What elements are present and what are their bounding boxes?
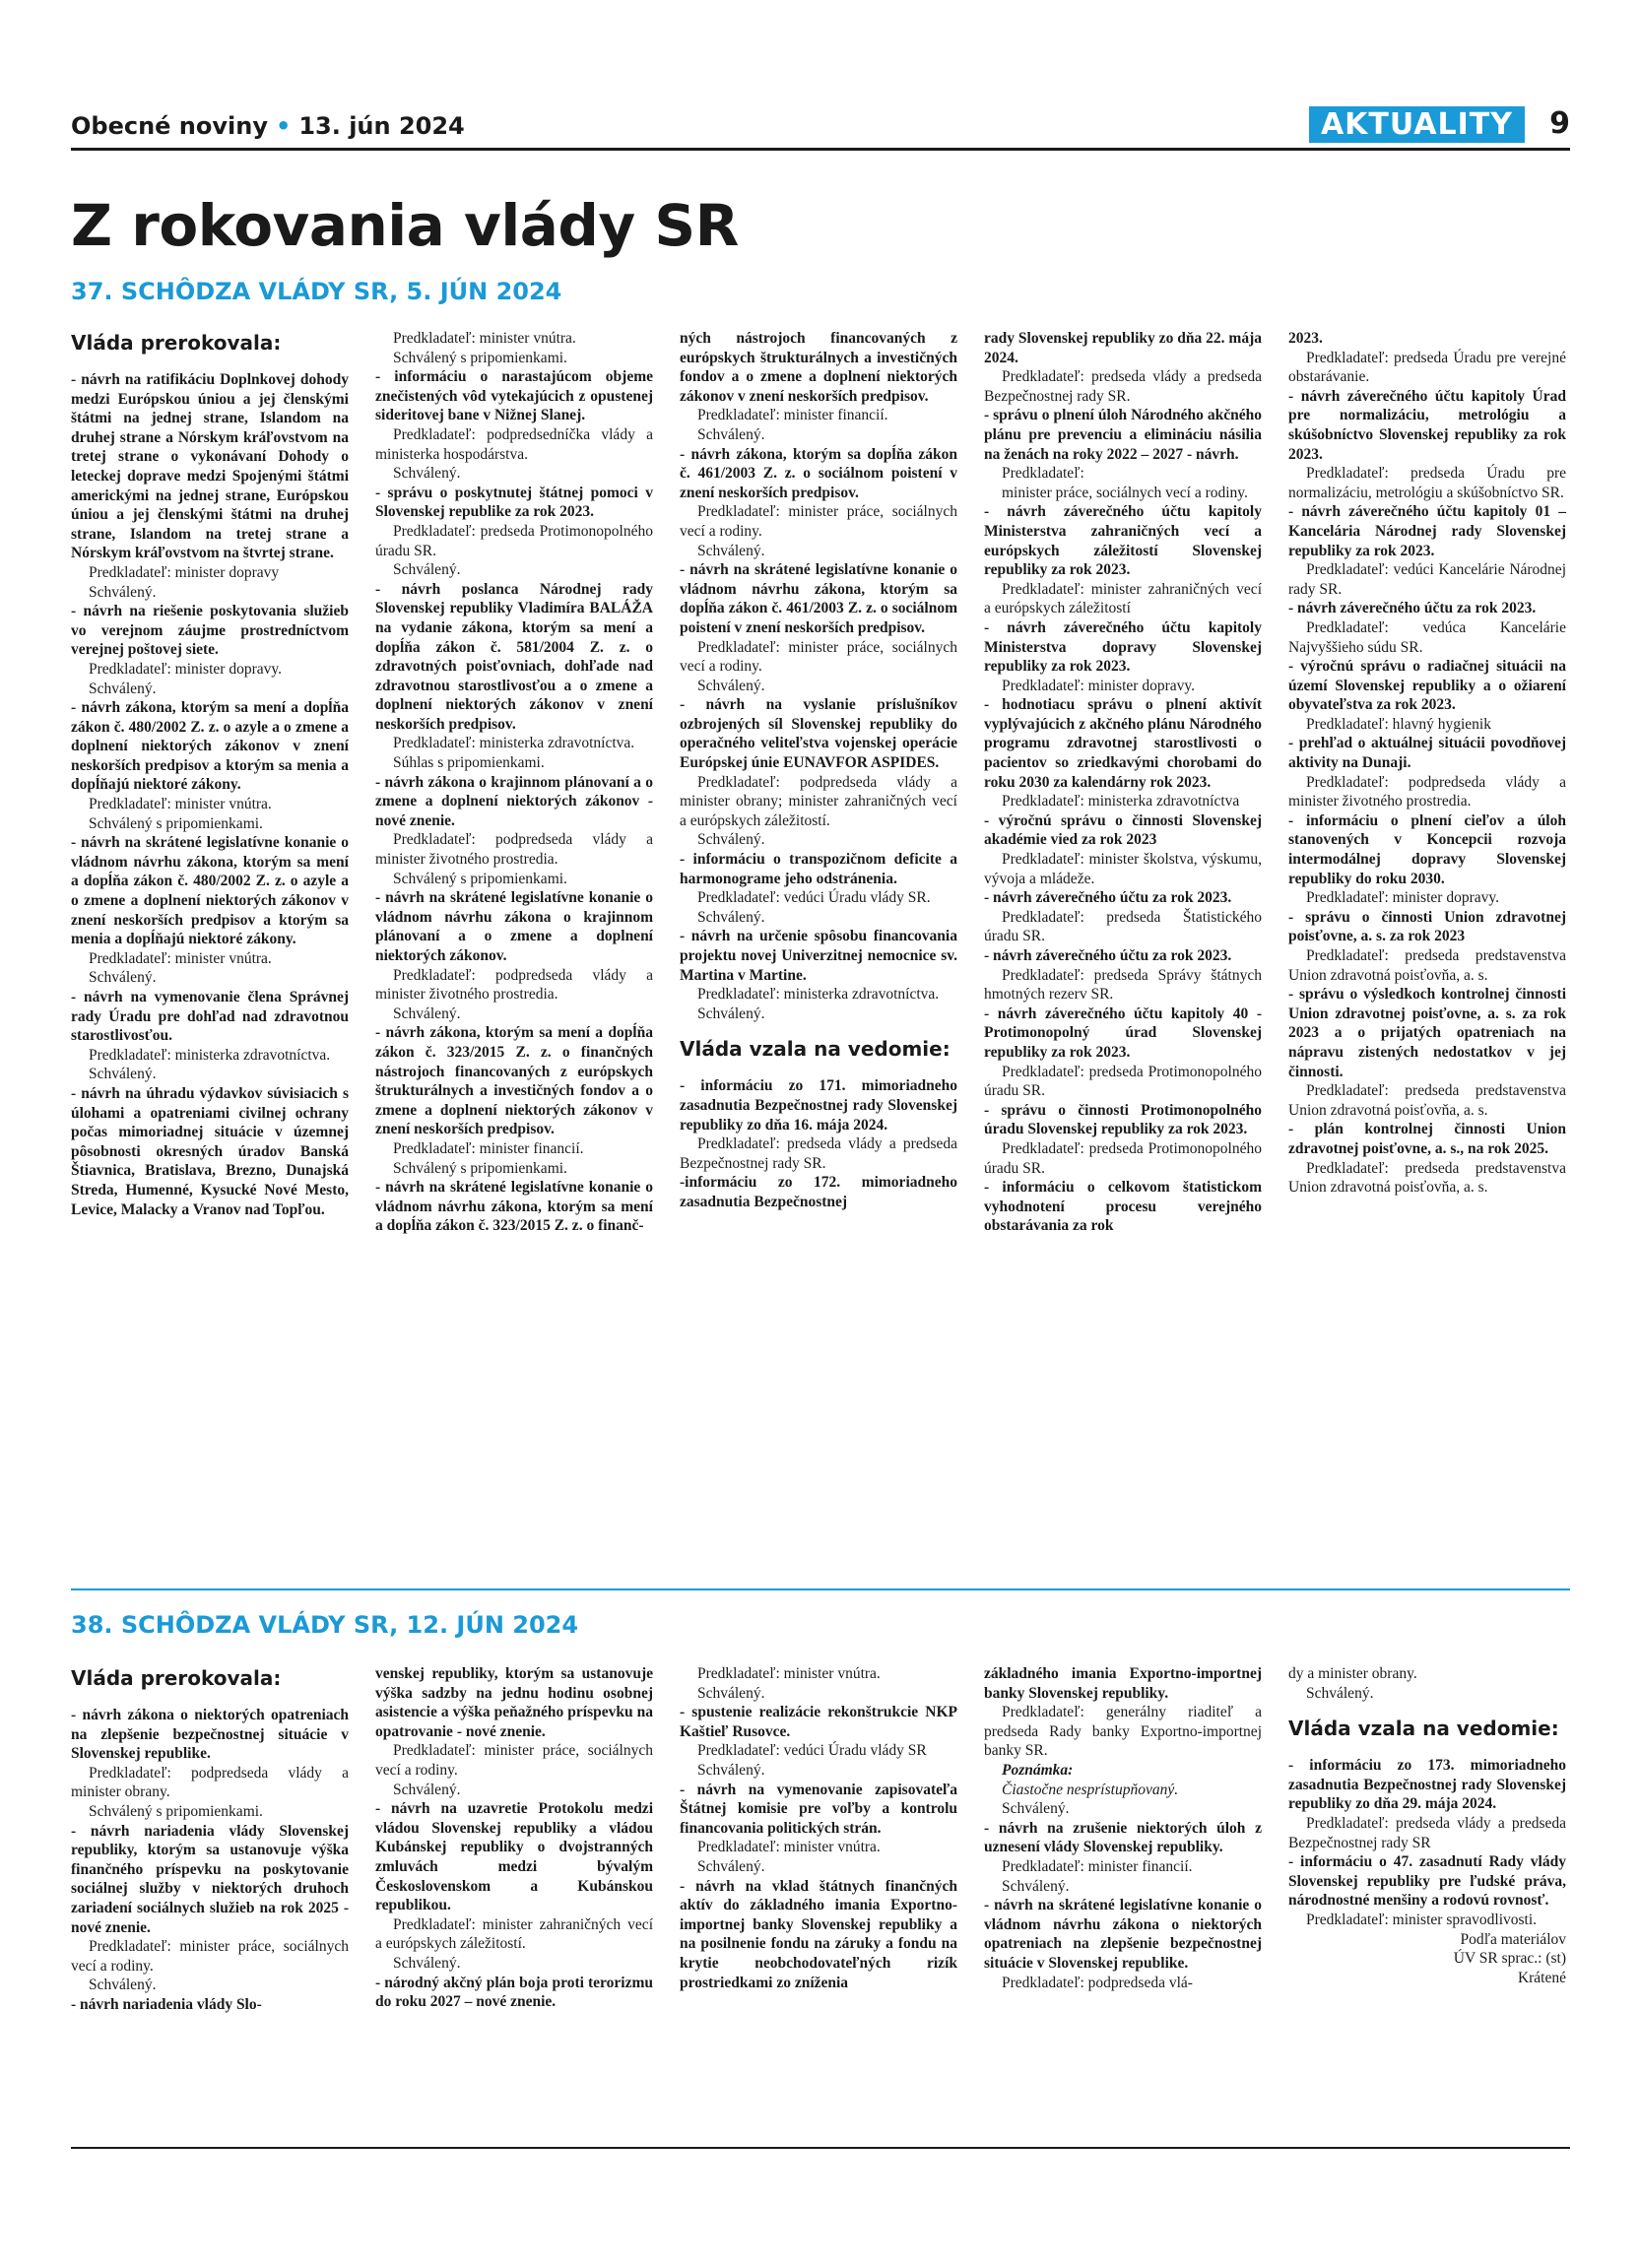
agenda-note: Predkladateľ: generálny riaditeľ a predseda Rady banky Exportno-importnej banky SR. — [984, 1704, 1262, 1760]
meeting-38-column-4 — [984, 1664, 1262, 1992]
agenda-note: Schválený. — [89, 680, 157, 697]
agenda-item: - plán kontrolnej činnosti Union zdravotnej poisťovne, a. s., na rok 2025. — [1288, 1121, 1566, 1157]
agenda-note: Predkladateľ: minister spravodlivosti. — [1306, 1911, 1538, 1928]
agenda-item: - návrh na vklad štátnych finančných aktív do základného imania Exportno-importnej banky Slovenskej republiky a na posilnenie fondu na záruky a fondu na krytie neobchodovateľných rizík prostriedkami zo zníženia — [680, 1877, 957, 1991]
agenda-item: - návrh záverečného účtu za rok 2023. — [984, 889, 1232, 907]
meeting-37-column-3 — [680, 329, 957, 1212]
agenda-note: Schválený. — [89, 969, 157, 987]
agenda-item: - návrh na uzavretie Protokolu medzi vládou Slovenskej republiky a vládou Kubánskej republiky o dvojstranných zmluvách medzi bývalým Československom a Kubánskou republikou. — [375, 1800, 653, 1914]
section-tag: AKTUALITY — [1309, 106, 1525, 143]
agenda-note: Schválený s pripomienkami. — [393, 1159, 567, 1177]
agenda-note: Predkladateľ: minister vnútra. — [697, 1839, 881, 1856]
meeting-37-column-5 — [1288, 329, 1566, 1198]
agenda-note: Predkladateľ: predseda Správy štátnych hmotných rezerv SR. — [984, 966, 1262, 1004]
agenda-item: - národný akčný plán boja proti terorizmu do roku 2027 – nové znenie. — [375, 1974, 653, 2011]
agenda-item: - návrh záverečného účtu kapitoly Ministerstva dopravy Slovenskej republiky za rok 2023. — [984, 618, 1262, 676]
agenda-note: Schválený. — [697, 425, 765, 443]
agenda-note: Predkladateľ: minister práce, sociálnych vecí a rodiny. — [375, 1742, 653, 1779]
agenda-note: Predkladateľ: minister zahraničných vecí a európskych záležitostí. — [375, 1915, 653, 1953]
agenda-item: - návrh na skrátené legislatívne konanie o vládnom návrhu zákona, ktorým sa mení a dopĺňa zákon č. 480/2002 Z. z. o azyle a o zmene a doplnení niektorých zákonov v znení neskorších predpisov a ktorým sa menia a dopĺňajú niektoré zákony. — [71, 834, 349, 948]
agenda-item: - správu o výsledkoch kontrolnej činnosti Union zdravotnej poisťovne, a. s. za rok 2023 a o prijatých opatreniach na nápravu zistených nedostatkov v jej činnosti. — [1288, 986, 1566, 1080]
agenda-item: - návrh záverečného účtu kapitoly Ministerstva zahraničných vecí a európskych záležitostí Slovenskej republiky za rok 2023. — [984, 503, 1262, 579]
agenda-item: - informáciu zo 173. mimoriadneho zasadnutia Bezpečnostnej rady Slovenskej republiky zo dňa 29. mája 2024. — [1288, 1757, 1566, 1813]
agenda-note: Schválený. — [89, 1976, 157, 1994]
agenda-note: Predkladateľ: predseda vlády a predseda Bezpečnostnej rady SR. — [984, 368, 1262, 405]
agenda-item: 2023. — [1288, 330, 1323, 347]
meeting-38-column-3 — [680, 1664, 957, 1992]
article-headline: Z rokovania vlády SR — [71, 192, 739, 259]
agenda-note: Predkladateľ: minister vnútra. — [89, 949, 272, 967]
agenda-note: Predkladateľ: ministerka zdravotníctva — [1002, 793, 1240, 810]
agenda-note: Predkladateľ: predseda Úradu pre verejné obstarávanie. — [1288, 349, 1566, 386]
lead-heading: Vláda vzala na vedomie: — [1288, 1717, 1559, 1741]
agenda-item: - návrh zákona o niektorých opatreniach na zlepšenie bezpečnostnej situácie v Slovenskej republike. — [71, 1707, 349, 1763]
agenda-item: - spustenie realizácie rekonštrukcie NKP Kaštieľ Rusovce. — [680, 1704, 957, 1740]
agenda-note: Predkladateľ: predseda vlády a predseda Bezpečnostnej rady SR. — [680, 1135, 957, 1172]
agenda-item: - návrh nariadenia vlády Slovenskej republiky, ktorým sa ustanovuje výška finančného príspevku na poskytovanie sociálnej služby v niektorých druhoch zariadení sociálnych služieb na rok 2025 - nové znenie. — [71, 1822, 349, 1936]
page-number: 9 — [1549, 106, 1570, 141]
agenda-note: Schválený. — [697, 1761, 765, 1779]
agenda-note: Predkladateľ: vedúci Úradu vlády SR. — [697, 889, 931, 907]
agenda-item: - návrh na skrátené legislatívne konanie o vládnom návrhu zákona o krajinnom plánovaní a o zmene a doplnení niektorých zákonov. — [375, 889, 653, 964]
agenda-note: Schválený. — [697, 1857, 765, 1875]
agenda-note: Predkladateľ: podpredseda vlády a minister obrany; minister zahraničných vecí a európskych záležitostí. — [680, 773, 957, 829]
agenda-item: - návrh nariadenia vlády Slo- — [71, 1995, 262, 2013]
meeting-37-column-2 — [375, 329, 653, 1236]
agenda-item: - návrh zákona, ktorým sa mení a dopĺňa zákon č. 480/2002 Z. z. o azyle a o zmene a doplnení niektorých zákonov v znení neskorších predpisov a ktorým sa menia a dopĺňajú niektoré zákony. — [71, 699, 349, 794]
source-credit: ÚV SR sprac.: (st) — [1453, 1950, 1566, 1968]
agenda-item: - návrh na skrátené legislatívne konanie o vládnom návrhu zákona, ktorým sa mení a dopĺňa zákon č. 323/2015 Z. z. o finanč- — [375, 1179, 653, 1235]
agenda-note: Predkladateľ: predseda Protimonopolného úradu SR. — [984, 1063, 1262, 1100]
agenda-item: - návrh záverečného účtu za rok 2023. — [1288, 600, 1537, 617]
agenda-note: Predkladateľ: predseda predstavenstva Union zdravotná poisťovňa, a. s. — [1288, 1159, 1566, 1197]
agenda-note: minister práce, sociálnych vecí a rodiny. — [1002, 484, 1248, 501]
publication-name: Obecné noviny — [71, 112, 268, 140]
agenda-item: - informáciu o transpozičnom deficite a harmonograme jeho odstránenia. — [680, 851, 957, 887]
agenda-note: Predkladateľ: minister vnútra. — [697, 1665, 881, 1682]
agenda-item: - informáciu o celkovom štatistickom vyhodnotení procesu verejného obstarávania za rok — [984, 1179, 1262, 1235]
agenda-item: - návrh na skrátené legislatívne konanie o vládnom návrhu zákona o niektorých opatreniach na zlepšenie bezpečnostnej situácie v Slovenskej republike. — [984, 1897, 1262, 1972]
agenda-note: Schválený. — [1306, 1684, 1374, 1702]
agenda-item: - návrh zákona o krajinnom plánovaní a o zmene a doplnení niektorých zákonov - nové znenie. — [375, 773, 653, 829]
agenda-note: Predkladateľ: minister dopravy — [89, 563, 280, 581]
section-divider — [71, 1588, 1570, 1590]
agenda-note: Schválený. — [393, 561, 461, 579]
agenda-note: Predkladateľ: minister zahraničných vecí a európskych záležitostí — [984, 580, 1262, 617]
agenda-item: - návrh na úhradu výdavkov súvisiacich s úlohami a opatreniami civilnej ochrany počas mimoriadnej situácie v územnej pôsobnosti okresných úradov Banská Štiavnica, Bratislava, Brezno, Dunajská Streda, Humenné, Kysucké Nové Mesto, Levice, Malacky a Vranov nad Topľou. — [71, 1084, 349, 1218]
agenda-note: Predkladateľ: predseda Protimonopolného úradu SR. — [375, 522, 653, 559]
agenda-item: - informáciu o 47. zasadnutí Rady vlády Slovenskej republiky pre ľudské práva, národnostné menšiny a rodovú rovnosť. — [1288, 1853, 1566, 1910]
agenda-item: - prehľad o aktuálnej situácii povodňovej aktivity na Dunaji. — [1288, 735, 1566, 772]
agenda-note: Predkladateľ: minister financií. — [393, 1139, 584, 1157]
separator-dot: • — [275, 112, 292, 140]
agenda-item: - správu o poskytnutej štátnej pomoci v Slovenskej republike za rok 2023. — [375, 484, 653, 521]
agenda-note: Schválený. — [393, 1004, 461, 1022]
agenda-note: Predkladateľ: minister vnútra. — [89, 796, 272, 813]
agenda-note: Predkladateľ: minister dopravy. — [1002, 677, 1195, 694]
agenda-note: Predkladateľ: predseda Protimonopolného úradu SR. — [984, 1139, 1262, 1177]
agenda-item: - výročnú správu o radiačnej situácii na území Slovenskej republiky a o ožiarení obyvateľstva za rok 2023. — [1288, 658, 1566, 714]
agenda-note: Schválený. — [697, 677, 765, 694]
lead-heading: Vláda prerokovala: — [71, 331, 282, 355]
agenda-note: Súhlas s pripomienkami. — [393, 754, 545, 772]
agenda-note: Predkladateľ: predseda vlády a predseda Bezpečnostnej rady SR — [1288, 1814, 1566, 1851]
agenda-item: základného imania Exportno-importnej banky Slovenskej republiky. — [984, 1665, 1262, 1702]
agenda-note: Predkladateľ: hlavný hygienik — [1306, 715, 1491, 733]
agenda-note: Predkladateľ: ministerka zdravotníctva. — [697, 986, 940, 1004]
meeting-38-column-5 — [1288, 1664, 1566, 1987]
agenda-note: Predkladateľ: predseda Úradu pre normalizáciu, metrológiu a skúšobníctvo SR. — [1288, 465, 1566, 501]
agenda-note: Predkladateľ: minister školstva, výskumu, vývoja a mládeže. — [984, 851, 1262, 887]
agenda-note: Predkladateľ: podpredseda vlády a minister životného prostredia. — [375, 966, 653, 1004]
agenda-note: Schválený s pripomienkami. — [89, 814, 263, 832]
meeting-37-column-1 — [71, 329, 349, 1219]
agenda-item: - návrh záverečného účtu kapitoly 40 - Protimonopolný úrad Slovenskej republiky za rok 2023. — [984, 1004, 1262, 1061]
agenda-note: dy a minister obrany. — [1288, 1665, 1417, 1682]
agenda-note: Schválený. — [697, 542, 765, 559]
agenda-note: Predkladateľ: ministerka zdravotníctva. — [89, 1046, 331, 1064]
agenda-note: Schválený. — [697, 831, 765, 849]
agenda-note: Predkladateľ: vedúci Úradu vlády SR — [697, 1742, 927, 1760]
agenda-note: Predkladateľ: podpredseda vlády a minister obrany. — [71, 1764, 349, 1801]
agenda-note: Schválený. — [1002, 1877, 1070, 1895]
source-credit: Krátené — [1517, 1969, 1566, 1986]
agenda-item: - návrh na určenie spôsobu financovania projektu novej Univerzitnej nemocnice sv. Martina v Martine. — [680, 928, 957, 984]
meeting-37-title: 37. SCHÔDZA VLÁDY SR, 5. JÚN 2024 — [71, 278, 562, 305]
agenda-note: Predkladateľ: minister financií. — [697, 407, 888, 424]
agenda-item: - návrh na vymenovanie člena Správnej rady Úradu pre dohľad nad zdravotnou starostlivosťou. — [71, 989, 349, 1045]
agenda-item: ných nástrojoch financovaných z európskych štrukturálnych a investičných fondov a o zmene a doplnení niektorých zákonov v znení neskorších predpisov. — [680, 330, 957, 405]
agenda-item: - informáciu o plnení cieľov a úloh stanovených v Koncepcii rozvoja intermodálnej dopravy Slovenskej republiky do roku 2030. — [1288, 811, 1566, 887]
agenda-item: - návrh záverečného účtu za rok 2023. — [984, 947, 1232, 964]
agenda-note: Čiastočne nesprístupňovaný. — [1002, 1781, 1179, 1798]
agenda-note: Predkladateľ: vedúca Kancelárie Najvyššieho súdu SR. — [1288, 618, 1566, 656]
agenda-note: Schválený. — [393, 1781, 461, 1798]
agenda-item: - informáciu zo 171. mimoriadneho zasadnutia Bezpečnostnej rady Slovenskej republiky zo dňa 16. mája 2024. — [680, 1077, 957, 1134]
agenda-item: - návrh na ratifikáciu Doplnkovej dohody medzi Európskou úniou a jej členskými štátmi na jednej strane, Islandom na druhej strane a Nórskym kráľovstvom na tretej strane o vykonávaní Dohody o leteckej doprave medzi Spojenými štátmi americkými na jednej strane, Európskou úniou a jej členskými štátmi na druhej strane, Islandom na tretej strane a Nórskym kráľovstvom na štvrtej strane. — [71, 371, 349, 562]
agenda-item: rady Slovenskej republiky zo dňa 22. mája 2024. — [984, 330, 1262, 366]
agenda-item: - návrh záverečného účtu kapitoly Úrad pre normalizáciu, metrológiu a skúšobníctvo Slovenskej republiky za rok 2023. — [1288, 387, 1566, 463]
meeting-37-column-4 — [984, 329, 1262, 1236]
agenda-note: Predkladateľ: minister dopravy. — [1306, 889, 1499, 907]
agenda-note: Predkladateľ: predseda Štatistického úradu SR. — [984, 908, 1262, 945]
agenda-note: Schválený. — [393, 1954, 461, 1972]
meeting-38-column-2 — [375, 1664, 653, 2012]
agenda-note: Predkladateľ: podpredseda vlády a minister životného prostredia. — [1288, 773, 1566, 810]
bottom-rule — [71, 2147, 1570, 2149]
agenda-note: Predkladateľ: minister financií. — [1002, 1857, 1193, 1875]
lead-heading: Vláda vzala na vedomie: — [680, 1037, 951, 1062]
agenda-note: Schválený. — [393, 465, 461, 483]
agenda-item: - hodnotiacu správu o plnení aktivít vyplývajúcich z akčného plánu Národného programu zdravotnej starostlivosti o pacientov so zriedkavými chorobami do roku 2030 za kalendárny rok 2023. — [984, 696, 1262, 791]
agenda-note: Predkladateľ: ministerka zdravotníctva. — [393, 735, 635, 752]
header-rule — [71, 148, 1570, 151]
agenda-note: Predkladateľ: podpredseda vlá- — [1002, 1974, 1193, 1991]
agenda-note: Schválený s pripomienkami. — [89, 1802, 263, 1820]
agenda-note: Predkladateľ: vedúci Kancelárie Národnej rady SR. — [1288, 561, 1566, 598]
agenda-item: - návrh na zrušenie niektorých úloh z uznesení vlády Slovenskej republiky. — [984, 1819, 1262, 1856]
agenda-item: - správu o činnosti Union zdravotnej poisťovne, a. s. za rok 2023 — [1288, 908, 1566, 945]
issue-date: 13. jún 2024 — [298, 112, 465, 140]
agenda-note: Schválený. — [697, 1004, 765, 1022]
agenda-note: Schválený s pripomienkami. — [393, 870, 567, 887]
note-label: Poznámka: — [1002, 1761, 1074, 1779]
agenda-note: Schválený. — [1002, 1800, 1070, 1818]
agenda-note: Predkladateľ: minister práce, sociálnych vecí a rodiny. — [71, 1938, 349, 1975]
agenda-note: Predkladateľ: predseda predstavenstva Union zdravotná poisťovňa, a. s. — [1288, 1082, 1566, 1119]
agenda-item: - návrh na vymenovanie zapisovateľa Štátnej komisie pre voľby a kontrolu financovania politických strán. — [680, 1781, 957, 1837]
agenda-note: Predkladateľ: podpredseda vlády a minister životného prostredia. — [375, 831, 653, 869]
agenda-item: - návrh zákona, ktorým sa dopĺňa zákon č. 461/2003 Z. z. o sociálnom poistení v znení neskorších predpisov. — [680, 445, 957, 501]
agenda-item: - správu o plnení úloh Národného akčného plánu pre prevenciu a elimináciu násilia na ženách na roky 2022 – 2027 - návrh. — [984, 407, 1262, 463]
agenda-note: Predkladateľ: predseda predstavenstva Union zdravotná poisťovňa, a. s. — [1288, 947, 1566, 984]
agenda-item: - návrh záverečného účtu kapitoly 01 – Kancelária Národnej rady Slovenskej republiky za rok 2023. — [1288, 503, 1566, 559]
agenda-note: Predkladateľ: — [1002, 465, 1084, 483]
agenda-item: - správu o činnosti Protimonopolného úradu Slovenskej republiky za rok 2023. — [984, 1101, 1262, 1138]
agenda-item: - návrh poslanca Národnej rady Slovenskej republiky Vladimíra BALÁŽA na vydanie zákona, ktorým sa mení a dopĺňa zákon č. 581/2004 Z. z. o zdravotných poisťovniach, dohľade nad zdravotnou starostlivosťou a o zmene a doplnení niektorých zákonov v znení neskorších predpisov. — [375, 580, 653, 733]
agenda-note: Predkladateľ: minister dopravy. — [89, 660, 282, 678]
agenda-item: - návrh na skrátené legislatívne konanie o vládnom návrhu zákona, ktorým sa dopĺňa zákon č. 461/2003 Z. z. o sociálnom poistení v znení neskorších predpisov. — [680, 561, 957, 636]
meeting-38-title: 38. SCHÔDZA VLÁDY SR, 12. JÚN 2024 — [71, 1611, 579, 1639]
agenda-item: - výročnú správu o činnosti Slovenskej akadémie vied za rok 2023 — [984, 811, 1262, 849]
agenda-note: Schválený s pripomienkami. — [393, 349, 567, 366]
agenda-note: Predkladateľ: minister práce, sociálnych vecí a rodiny. — [680, 503, 957, 540]
agenda-note: Schválený. — [697, 908, 765, 926]
masthead — [71, 112, 465, 140]
agenda-item: venskej republiky, ktorým sa ustanovuje výška sadzby na jednu hodinu osobnej asistencie a výška peňažného príspevku na opatrovanie - nové znenie. — [375, 1665, 653, 1740]
lead-heading: Vláda prerokovala: — [71, 1666, 282, 1690]
page-header — [71, 106, 1570, 146]
agenda-item: - informáciu o narastajúcom objeme znečistených vôd vytekajúcich z opustenej sideritovej bane v Nižnej Slanej. — [375, 368, 653, 424]
agenda-item: -informáciu zo 172. mimoriadneho zasadnutia Bezpečnostnej — [680, 1174, 957, 1210]
agenda-note: Schválený. — [89, 583, 157, 601]
agenda-note: Predkladateľ: podpredsedníčka vlády a ministerka hospodárstva. — [375, 425, 653, 463]
source-credit: Podľa materiálov — [1460, 1930, 1566, 1948]
meeting-38-column-1 — [71, 1664, 349, 2015]
agenda-note: Schválený. — [89, 1066, 157, 1083]
agenda-note: Predkladateľ: minister vnútra. — [393, 330, 576, 347]
agenda-note: Schválený. — [697, 1684, 765, 1702]
agenda-item: - návrh na vyslanie príslušníkov ozbrojených síl Slovenskej republiky do operačného veliteľstva vojenskej operácie Európskej únie EUNAVFOR ASPIDES. — [680, 696, 957, 772]
agenda-note: Predkladateľ: minister práce, sociálnych vecí a rodiny. — [680, 638, 957, 676]
agenda-item: - návrh na riešenie poskytovania služieb vo verejnom záujme prostredníctvom verejnej poštovej siete. — [71, 603, 349, 659]
agenda-item: - návrh zákona, ktorým sa mení a dopĺňa zákon č. 323/2015 Z. z. o finančných nástrojoch financovaných z európskych štrukturálnych a investičných fondov a o zmene a doplnení niektorých zákonov v znení neskorších predpisov. — [375, 1024, 653, 1138]
